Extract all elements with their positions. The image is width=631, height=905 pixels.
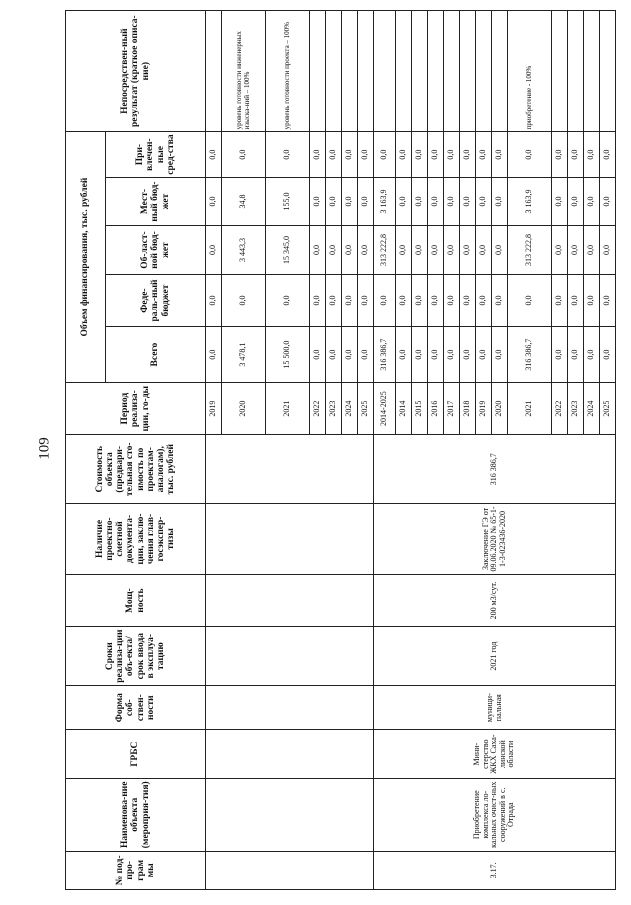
period-cell: 2018	[460, 382, 476, 435]
header-grbs: ГРБС	[66, 730, 206, 778]
federal-cell: 0,0	[342, 274, 358, 327]
local-cell: 0,0	[568, 177, 584, 225]
period-cell: 2023	[568, 382, 584, 435]
blank-cell	[206, 504, 374, 575]
result-cell	[206, 11, 222, 132]
total-cell: 0,0	[568, 327, 584, 383]
grbs-cell: Мини-стерство ЖКХ Саха-линской области	[374, 730, 616, 778]
federal-cell: 0,0	[358, 274, 374, 327]
result-cell	[460, 11, 476, 132]
header-result: Непосредствен-ный результат (краткое описа-ние)	[66, 11, 206, 132]
total-cell: 0,0	[460, 327, 476, 383]
regional-cell: 15 345,0	[266, 226, 310, 274]
result-cell	[326, 11, 342, 132]
regional-cell: 0,0	[492, 226, 508, 274]
local-cell: 0,0	[600, 177, 616, 225]
result-cell	[358, 11, 374, 132]
federal-cell: 0,0	[266, 274, 310, 327]
header-total: Всего	[106, 327, 206, 383]
regional-cell: 0,0	[326, 226, 342, 274]
header-local: Мест-ный бюд-жет	[106, 177, 206, 225]
regional-cell: 0,0	[342, 226, 358, 274]
attracted-cell: 0,0	[222, 132, 266, 177]
header-name: Наименова-ние объекта (мероприя-тия)	[66, 778, 206, 851]
federal-cell: 0,0	[600, 274, 616, 327]
total-cell: 0,0	[310, 327, 326, 383]
docs-cell: Заключение ГЭ от 09.06.2020 № 65-1-1-3-023436-2020	[374, 504, 616, 575]
page-number: 109	[36, 437, 53, 460]
total-cell: 0,0	[342, 327, 358, 383]
header-row-1	[66, 11, 106, 890]
regional-cell: 0,0	[444, 226, 460, 274]
header-terms: Сроки реализа-ции объ-екта/срок ввода в эксплуа-тацию	[66, 627, 206, 686]
header-capacity: Мощ-ность	[66, 574, 206, 627]
regional-cell: 0,0	[396, 226, 412, 274]
total-cell: 0,0	[358, 327, 374, 383]
total-cell: 0,0	[326, 327, 342, 383]
header-num: № под-про-грам мы	[66, 851, 206, 889]
attracted-cell: 0,0	[266, 132, 310, 177]
regional-cell: 0,0	[358, 226, 374, 274]
federal-cell: 0,0	[584, 274, 600, 327]
result-cell	[374, 11, 396, 132]
attracted-cell: 0,0	[310, 132, 326, 177]
object-number: 3.17.	[374, 851, 616, 889]
local-cell: 0,0	[310, 177, 326, 225]
federal-cell: 0,0	[412, 274, 428, 327]
total-cell: 0,0	[412, 327, 428, 383]
federal-cell: 0,0	[428, 274, 444, 327]
period-cell: 2024	[342, 382, 358, 435]
total-cell: 3 478,1	[222, 327, 266, 383]
attracted-cell: 0,0	[412, 132, 428, 177]
period-cell: 2019	[476, 382, 492, 435]
blank-cell	[206, 685, 374, 729]
regional-cell: 0,0	[568, 226, 584, 274]
local-cell: 0,0	[476, 177, 492, 225]
blank-cell	[206, 851, 374, 889]
attracted-cell: 0,0	[600, 132, 616, 177]
attracted-cell: 0,0	[476, 132, 492, 177]
attracted-cell: 0,0	[374, 132, 396, 177]
period-cell: 2022	[552, 382, 568, 435]
total-cell: 15 500,0	[266, 327, 310, 383]
table-body	[206, 11, 616, 890]
period-cell: 2017	[444, 382, 460, 435]
regional-cell: 0,0	[600, 226, 616, 274]
blank-cell	[206, 778, 374, 851]
period-cell: 2014-2025	[374, 382, 396, 435]
local-cell: 0,0	[206, 177, 222, 225]
header-attracted: При-влечен-ные сред-ства	[106, 132, 206, 177]
result-cell	[412, 11, 428, 132]
local-cell: 0,0	[326, 177, 342, 225]
blank-cell	[206, 435, 374, 504]
regional-cell: 0,0	[428, 226, 444, 274]
blank-cell	[206, 730, 374, 778]
attracted-cell: 0,0	[460, 132, 476, 177]
federal-cell: 0,0	[396, 274, 412, 327]
result-cell	[476, 11, 492, 132]
period-cell: 2025	[358, 382, 374, 435]
header-regional: Об-ласт-ной бюд-жет	[106, 226, 206, 274]
table-row	[206, 11, 222, 890]
total-cell: 316 386,7	[374, 327, 396, 383]
terms-cell: 2021 год	[374, 627, 616, 686]
rotated-table-wrapper	[65, 10, 612, 890]
regional-cell: 313 222,8	[508, 226, 552, 274]
period-cell: 2021	[508, 382, 552, 435]
local-cell: 0,0	[444, 177, 460, 225]
regional-cell: 313 222,8	[374, 226, 396, 274]
local-cell: 0,0	[358, 177, 374, 225]
attracted-cell: 0,0	[508, 132, 552, 177]
header-ownership: Форма соб-ствен-ности	[66, 685, 206, 729]
regional-cell: 0,0	[476, 226, 492, 274]
total-cell: 0,0	[428, 327, 444, 383]
blank-cell	[206, 574, 374, 627]
period-cell: 2025	[600, 382, 616, 435]
financing-table	[65, 10, 616, 890]
federal-cell: 0,0	[444, 274, 460, 327]
federal-cell: 0,0	[552, 274, 568, 327]
regional-cell: 3 443,3	[222, 226, 266, 274]
total-cell: 316 386,7	[508, 327, 552, 383]
blank-cell	[206, 627, 374, 686]
period-cell: 2022	[310, 382, 326, 435]
result-cell	[552, 11, 568, 132]
regional-cell: 0,0	[310, 226, 326, 274]
result-cell	[584, 11, 600, 132]
local-cell: 3 163,9	[374, 177, 396, 225]
total-cell: 0,0	[584, 327, 600, 383]
attracted-cell: 0,0	[396, 132, 412, 177]
total-cell: 0,0	[552, 327, 568, 383]
total-cell: 0,0	[444, 327, 460, 383]
local-cell: 0,0	[492, 177, 508, 225]
result-cell	[310, 11, 326, 132]
attracted-cell: 0,0	[342, 132, 358, 177]
local-cell: 0,0	[552, 177, 568, 225]
period-cell: 2016	[428, 382, 444, 435]
table-row	[374, 11, 396, 890]
federal-cell: 0,0	[326, 274, 342, 327]
regional-cell: 0,0	[206, 226, 222, 274]
result-cell	[396, 11, 412, 132]
total-cell: 0,0	[206, 327, 222, 383]
regional-cell: 0,0	[552, 226, 568, 274]
result-cell: приобретение - 100%	[508, 11, 552, 132]
result-cell	[492, 11, 508, 132]
regional-cell: 0,0	[584, 226, 600, 274]
regional-cell: 0,0	[460, 226, 476, 274]
federal-cell: 0,0	[374, 274, 396, 327]
local-cell: 0,0	[396, 177, 412, 225]
period-cell: 2023	[326, 382, 342, 435]
local-cell: 0,0	[460, 177, 476, 225]
period-cell: 2020	[492, 382, 508, 435]
total-cell: 0,0	[476, 327, 492, 383]
attracted-cell: 0,0	[492, 132, 508, 177]
ownership-cell: муници-пальная	[374, 685, 616, 729]
total-cell: 0,0	[396, 327, 412, 383]
local-cell: 0,0	[342, 177, 358, 225]
federal-cell: 0,0	[492, 274, 508, 327]
attracted-cell: 0,0	[428, 132, 444, 177]
federal-cell: 0,0	[568, 274, 584, 327]
result-cell	[444, 11, 460, 132]
period-cell: 2015	[412, 382, 428, 435]
attracted-cell: 0,0	[568, 132, 584, 177]
header-cost: Стоимость объекта (предвари-тельная сто-имость по проектам-аналогам), тыс. рублей	[66, 435, 206, 504]
local-cell: 0,0	[412, 177, 428, 225]
result-cell: уровень готовности проекта – 100%	[266, 11, 310, 132]
period-cell: 2024	[584, 382, 600, 435]
attracted-cell: 0,0	[584, 132, 600, 177]
header-period: Период реализа-ции, го-ды	[66, 382, 206, 435]
attracted-cell: 0,0	[552, 132, 568, 177]
total-cell: 0,0	[600, 327, 616, 383]
federal-cell: 0,0	[310, 274, 326, 327]
local-cell: 155,0	[266, 177, 310, 225]
header-funding: Объем финансирования, тыс. рублей	[66, 132, 106, 383]
period-cell: 2019	[206, 382, 222, 435]
attracted-cell: 0,0	[444, 132, 460, 177]
header-federal: Феде-раль-ный бюджет	[106, 274, 206, 327]
attracted-cell: 0,0	[358, 132, 374, 177]
period-cell: 2014	[396, 382, 412, 435]
local-cell: 3 163,9	[508, 177, 552, 225]
attracted-cell: 0,0	[206, 132, 222, 177]
total-cell: 0,0	[492, 327, 508, 383]
capacity-cell: 200 м3/сут.	[374, 574, 616, 627]
cost-cell: 316 386,7	[374, 435, 616, 504]
result-cell: уровень готовности инженерных изыска-ний – 100%	[222, 11, 266, 132]
local-cell: 0,0	[584, 177, 600, 225]
federal-cell: 0,0	[476, 274, 492, 327]
local-cell: 0,0	[428, 177, 444, 225]
federal-cell: 0,0	[206, 274, 222, 327]
result-cell	[600, 11, 616, 132]
header-docs: Наличие проектно-сметной документа-ции, заклю-чения глав-госэкспер-тизы	[66, 504, 206, 575]
period-cell: 2020	[222, 382, 266, 435]
attracted-cell: 0,0	[326, 132, 342, 177]
period-cell: 2021	[266, 382, 310, 435]
object-name: Приобретение комплекса ло-кальных очист-ных сооружений в с. Отрада	[374, 778, 616, 851]
local-cell: 34,8	[222, 177, 266, 225]
federal-cell: 0,0	[460, 274, 476, 327]
federal-cell: 0,0	[222, 274, 266, 327]
result-cell	[568, 11, 584, 132]
federal-cell: 0,0	[508, 274, 552, 327]
result-cell	[428, 11, 444, 132]
result-cell	[342, 11, 358, 132]
regional-cell: 0,0	[412, 226, 428, 274]
